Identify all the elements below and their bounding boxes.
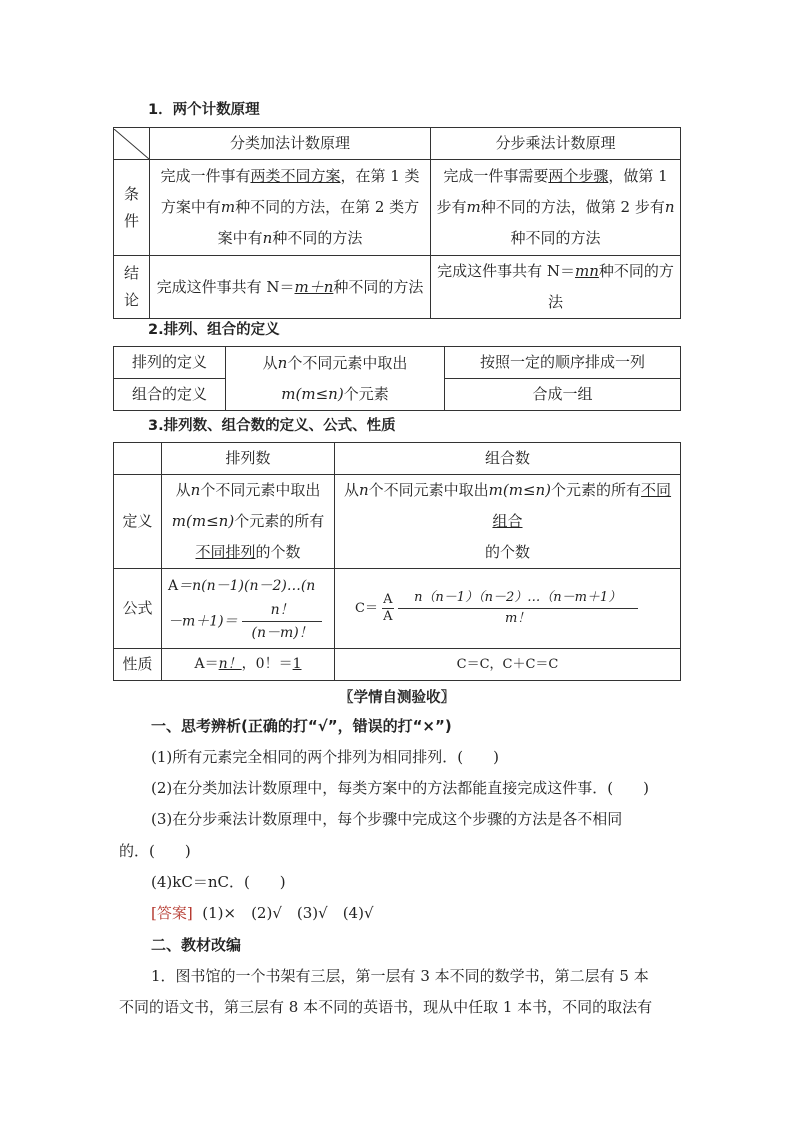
prop-perm: A＝n！，0！＝1 bbox=[162, 649, 335, 681]
answer-line bbox=[151, 902, 374, 923]
definitions-table bbox=[113, 346, 681, 411]
section1-heading: 1．两个计数原理 bbox=[148, 102, 260, 118]
formula-perm: A＝n(n－1)(n－2)…(n －m＋1)＝ $\frac{n!}{(n-m)!}$ bbox=[162, 569, 335, 649]
formula-comb: C＝ $\frac{A}{A}$ $\frac{n(n-1)(n-2)\dots(n-m+1)}{m!}$ bbox=[335, 569, 681, 649]
section3-heading: 3.排列数、组合数的定义、公式、性质 bbox=[148, 418, 396, 434]
question-4: (4)kC＝nC．( ) bbox=[151, 873, 286, 891]
row-header-formula: 公式 bbox=[114, 569, 162, 649]
counting-principles-table bbox=[113, 127, 681, 319]
comb-def-label: 组合的定义 bbox=[114, 379, 226, 411]
question-2: (2)在分类加法计数原理中，每类方案中的方法都能直接完成这件事．( ) bbox=[151, 779, 649, 797]
condition-add: 完成一件事有两类不同方案，在第 1 类方案中有m种不同的方法，在第 2 类方案中有n种不同的方法 bbox=[150, 160, 431, 256]
comb-def-right: 合成一组 bbox=[445, 379, 681, 411]
row-header-condition: 条件 bbox=[114, 160, 150, 256]
question-3a: (3)在分步乘法计数原理中，每个步骤中完成这个步骤的方法是各不相同 bbox=[151, 810, 623, 828]
row-header-conclusion: 结论 bbox=[114, 256, 150, 319]
col-header-add: 分类加法计数原理 bbox=[150, 128, 431, 160]
answer-text: (1)× (2)√ (3)√ (4)√ bbox=[202, 904, 374, 922]
problem-1b: 不同的语文书，第三层有 8 本不同的英语书，现从中任取 1 本书，不同的取法有 bbox=[119, 998, 653, 1016]
def-perm: 从n个不同元素中取出 m(m≤n)个元素的所有 不同排列的个数 bbox=[162, 475, 335, 569]
problem-1a: 1．图书馆的一个书架有三层，第一层有 3 本不同的数学书，第二层有 5 本 bbox=[151, 967, 649, 985]
answer-label: [答案] bbox=[151, 904, 193, 922]
part1-heading: 一、思考辨析(正确的打“√”，错误的打“×”) bbox=[151, 717, 452, 735]
perm-def-right: 按照一定的顺序排成一列 bbox=[445, 347, 681, 379]
section2-heading: 2.排列、组合的定义 bbox=[148, 322, 280, 338]
def-comb: 从n个不同元素中取出m(m≤n)个元素的所有不同组合 的个数 bbox=[335, 475, 681, 569]
condition-mul: 完成一件事需要两个步骤，做第 1 步有m种不同的方法，做第 2 步有n种不同的方法 bbox=[431, 160, 681, 256]
row-header-prop: 性质 bbox=[114, 649, 162, 681]
part2-heading: 二、教材改编 bbox=[151, 936, 242, 954]
numbers-table bbox=[113, 442, 681, 681]
empty-corner bbox=[114, 443, 162, 475]
conclusion-add: 完成这件事共有 N＝m＋n种不同的方法 bbox=[150, 256, 431, 319]
col-header-perm: 排列数 bbox=[162, 443, 335, 475]
diagonal-cell bbox=[114, 128, 150, 160]
self-test-banner: 〖学情自测验收〗 bbox=[339, 690, 455, 706]
question-3b: 的．( ) bbox=[119, 842, 191, 860]
row-header-def: 定义 bbox=[114, 475, 162, 569]
conclusion-mul: 完成这件事共有 N＝mn种不同的方法 bbox=[431, 256, 681, 319]
definition-common: 从n个不同元素中取出 m(m≤n)个元素 bbox=[226, 347, 445, 411]
perm-def-label: 排列的定义 bbox=[114, 347, 226, 379]
prop-comb: C＝C，C＋C＝C bbox=[335, 649, 681, 681]
col-header-comb: 组合数 bbox=[335, 443, 681, 475]
col-header-mul: 分步乘法计数原理 bbox=[431, 128, 681, 160]
question-1: (1)所有元素完全相同的两个排列为相同排列．( ) bbox=[151, 748, 499, 766]
